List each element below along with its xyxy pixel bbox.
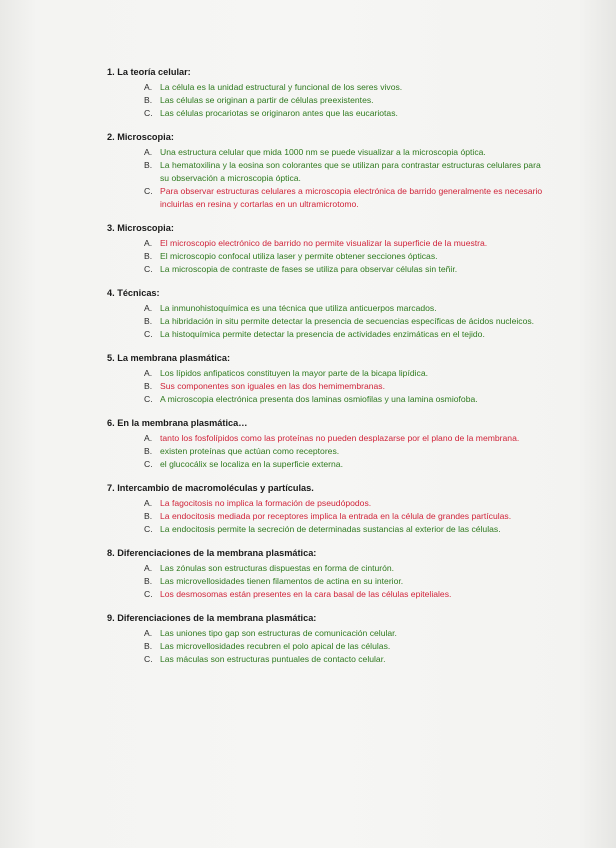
question-title: 7. Intercambio de macromoléculas y partículas.	[107, 483, 314, 493]
option-text: La endocitosis permite la secreción de determinadas sustancias al exterior de las células.	[160, 524, 501, 534]
question-block	[0, 612, 616, 666]
option-letter: B.	[144, 446, 153, 456]
option-letter: C.	[144, 264, 153, 274]
option-text: Las uniones tipo gap son estructuras de comunicación celular.	[160, 628, 397, 638]
option-letter: B.	[144, 160, 153, 170]
answer-option	[144, 107, 544, 120]
question-title: 9. Diferenciaciones de la membrana plasmática:	[107, 613, 317, 623]
question-title: 4. Técnicas:	[107, 288, 160, 298]
answer-option	[144, 393, 544, 406]
option-letter: C.	[144, 329, 153, 339]
answer-option	[144, 432, 544, 445]
answer-option	[144, 640, 544, 653]
option-text: La fagocitosis no implica la formación de pseudópodos.	[160, 498, 372, 508]
option-text: Las células se originan a partir de células preexistentes.	[160, 95, 374, 105]
question-title: 1. La teoría celular:	[107, 67, 191, 77]
answer-option	[144, 627, 544, 640]
option-text: La microscopia de contraste de fases se utiliza para observar células sin teñir.	[160, 264, 458, 274]
option-text: Sus componentes son iguales en las dos hemimembranas.	[160, 381, 385, 391]
answer-option	[144, 159, 544, 185]
question-block	[0, 131, 616, 211]
answer-option	[144, 510, 544, 523]
option-text: Los lípidos anfipaticos constituyen la mayor parte de la bicapa lipídica.	[160, 368, 428, 378]
answer-option	[144, 445, 544, 458]
answer-option	[144, 146, 544, 159]
answer-option	[144, 315, 544, 328]
option-letter: B.	[144, 511, 153, 521]
option-text: tanto los fosfolípidos como las proteínas no pueden desplazarse por el plano de la membrana.	[160, 433, 520, 443]
option-letter: B.	[144, 641, 153, 651]
question-block	[0, 222, 616, 276]
option-text: A microscopia electrónica presenta dos laminas osmiofilas y una lamina osmiofoba.	[160, 394, 478, 404]
answer-option	[144, 263, 544, 276]
question-title: 5. La membrana plasmática:	[107, 353, 231, 363]
option-letter: A.	[144, 303, 153, 313]
option-text: El microscopio electrónico de barrido no permite visualizar la superficie de la muestra.	[160, 238, 488, 248]
option-letter: B.	[144, 381, 153, 391]
answer-option	[144, 185, 544, 211]
option-text: Las microvellosidades tienen filamentos de actina en su interior.	[160, 576, 404, 586]
question-block	[0, 352, 616, 406]
option-letter: C.	[144, 589, 153, 599]
option-letter: C.	[144, 394, 153, 404]
option-text: el glucocálix se localiza en la superficie externa.	[160, 459, 343, 469]
option-letter: B.	[144, 576, 153, 586]
answer-option	[144, 458, 544, 471]
option-text: La célula es la unidad estructural y funcional de los seres vivos.	[160, 82, 403, 92]
option-letter: B.	[144, 95, 153, 105]
answer-option	[144, 81, 544, 94]
answer-option	[144, 237, 544, 250]
answer-option	[144, 302, 544, 315]
answer-option	[144, 497, 544, 510]
answer-option	[144, 367, 544, 380]
answer-option	[144, 250, 544, 263]
option-letter: A.	[144, 563, 153, 573]
option-letter: C.	[144, 108, 153, 118]
question-title: 3. Microscopia:	[107, 223, 174, 233]
option-text: existen proteínas que actúan como receptores.	[160, 446, 340, 456]
option-letter: A.	[144, 238, 153, 248]
question-block	[0, 417, 616, 471]
answer-option	[144, 523, 544, 536]
option-text: La hibridación in situ permite detectar la presencia de secuencias específicas de ácidos nucleicos.	[160, 316, 535, 326]
option-text: Las máculas son estructuras puntuales de contacto celular.	[160, 654, 386, 664]
question-block	[0, 66, 616, 120]
answer-option	[144, 380, 544, 393]
question-title: 6. En la membrana plasmática…	[107, 418, 248, 428]
question-title: 8. Diferenciaciones de la membrana plasmática:	[107, 548, 317, 558]
option-letter: B.	[144, 316, 153, 326]
option-text: Las células procariotas se originaron antes que las eucariotas.	[160, 108, 398, 118]
answer-option	[144, 94, 544, 107]
answer-option	[144, 588, 544, 601]
option-text: La histoquímica permite detectar la presencia de actividades enzimáticas en el tejido.	[160, 329, 485, 339]
answer-option	[144, 653, 544, 666]
option-text: Los desmosomas están presentes en la cara basal de las células epiteliales.	[160, 589, 452, 599]
option-text: Las microvellosidades recubren el polo apical de las células.	[160, 641, 391, 651]
option-text: La inmunohistoquímica es una técnica que utiliza anticuerpos marcados.	[160, 303, 437, 313]
question-list	[0, 66, 616, 677]
question-block	[0, 482, 616, 536]
option-letter: A.	[144, 498, 153, 508]
option-letter: C.	[144, 186, 153, 196]
option-letter: A.	[144, 433, 153, 443]
question-block	[0, 547, 616, 601]
option-letter: C.	[144, 459, 153, 469]
option-text: La endocitosis mediada por receptores implica la entrada en la célula de grandes partículas.	[160, 511, 512, 521]
option-letter: B.	[144, 251, 153, 261]
option-letter: A.	[144, 147, 153, 157]
option-letter: A.	[144, 628, 153, 638]
option-text: La hematoxilina y la eosina son colorantes que se utilizan para contrastar estructuras celulares para su observación a microscopia óptica.	[160, 160, 541, 183]
option-text: El microscopio confocal utiliza laser y permite obtener secciones ópticas.	[160, 251, 438, 261]
option-text: Las zónulas son estructuras dispuestas en forma de cinturón.	[160, 563, 395, 573]
answer-option	[144, 575, 544, 588]
option-letter: C.	[144, 524, 153, 534]
option-text: Para observar estructuras celulares a microscopia electrónica de barrido generalmente es necesario incluirlas en resina y cortarlas en un ultramicrotomo.	[160, 186, 543, 209]
answer-option	[144, 562, 544, 575]
option-letter: A.	[144, 82, 153, 92]
question-block	[0, 287, 616, 341]
option-letter: A.	[144, 368, 153, 378]
option-letter: C.	[144, 654, 153, 664]
question-title: 2. Microscopia:	[107, 132, 174, 142]
option-text: Una estructura celular que mida 1000 nm se puede visualizar a la microscopia óptica.	[160, 147, 486, 157]
answer-option	[144, 328, 544, 341]
